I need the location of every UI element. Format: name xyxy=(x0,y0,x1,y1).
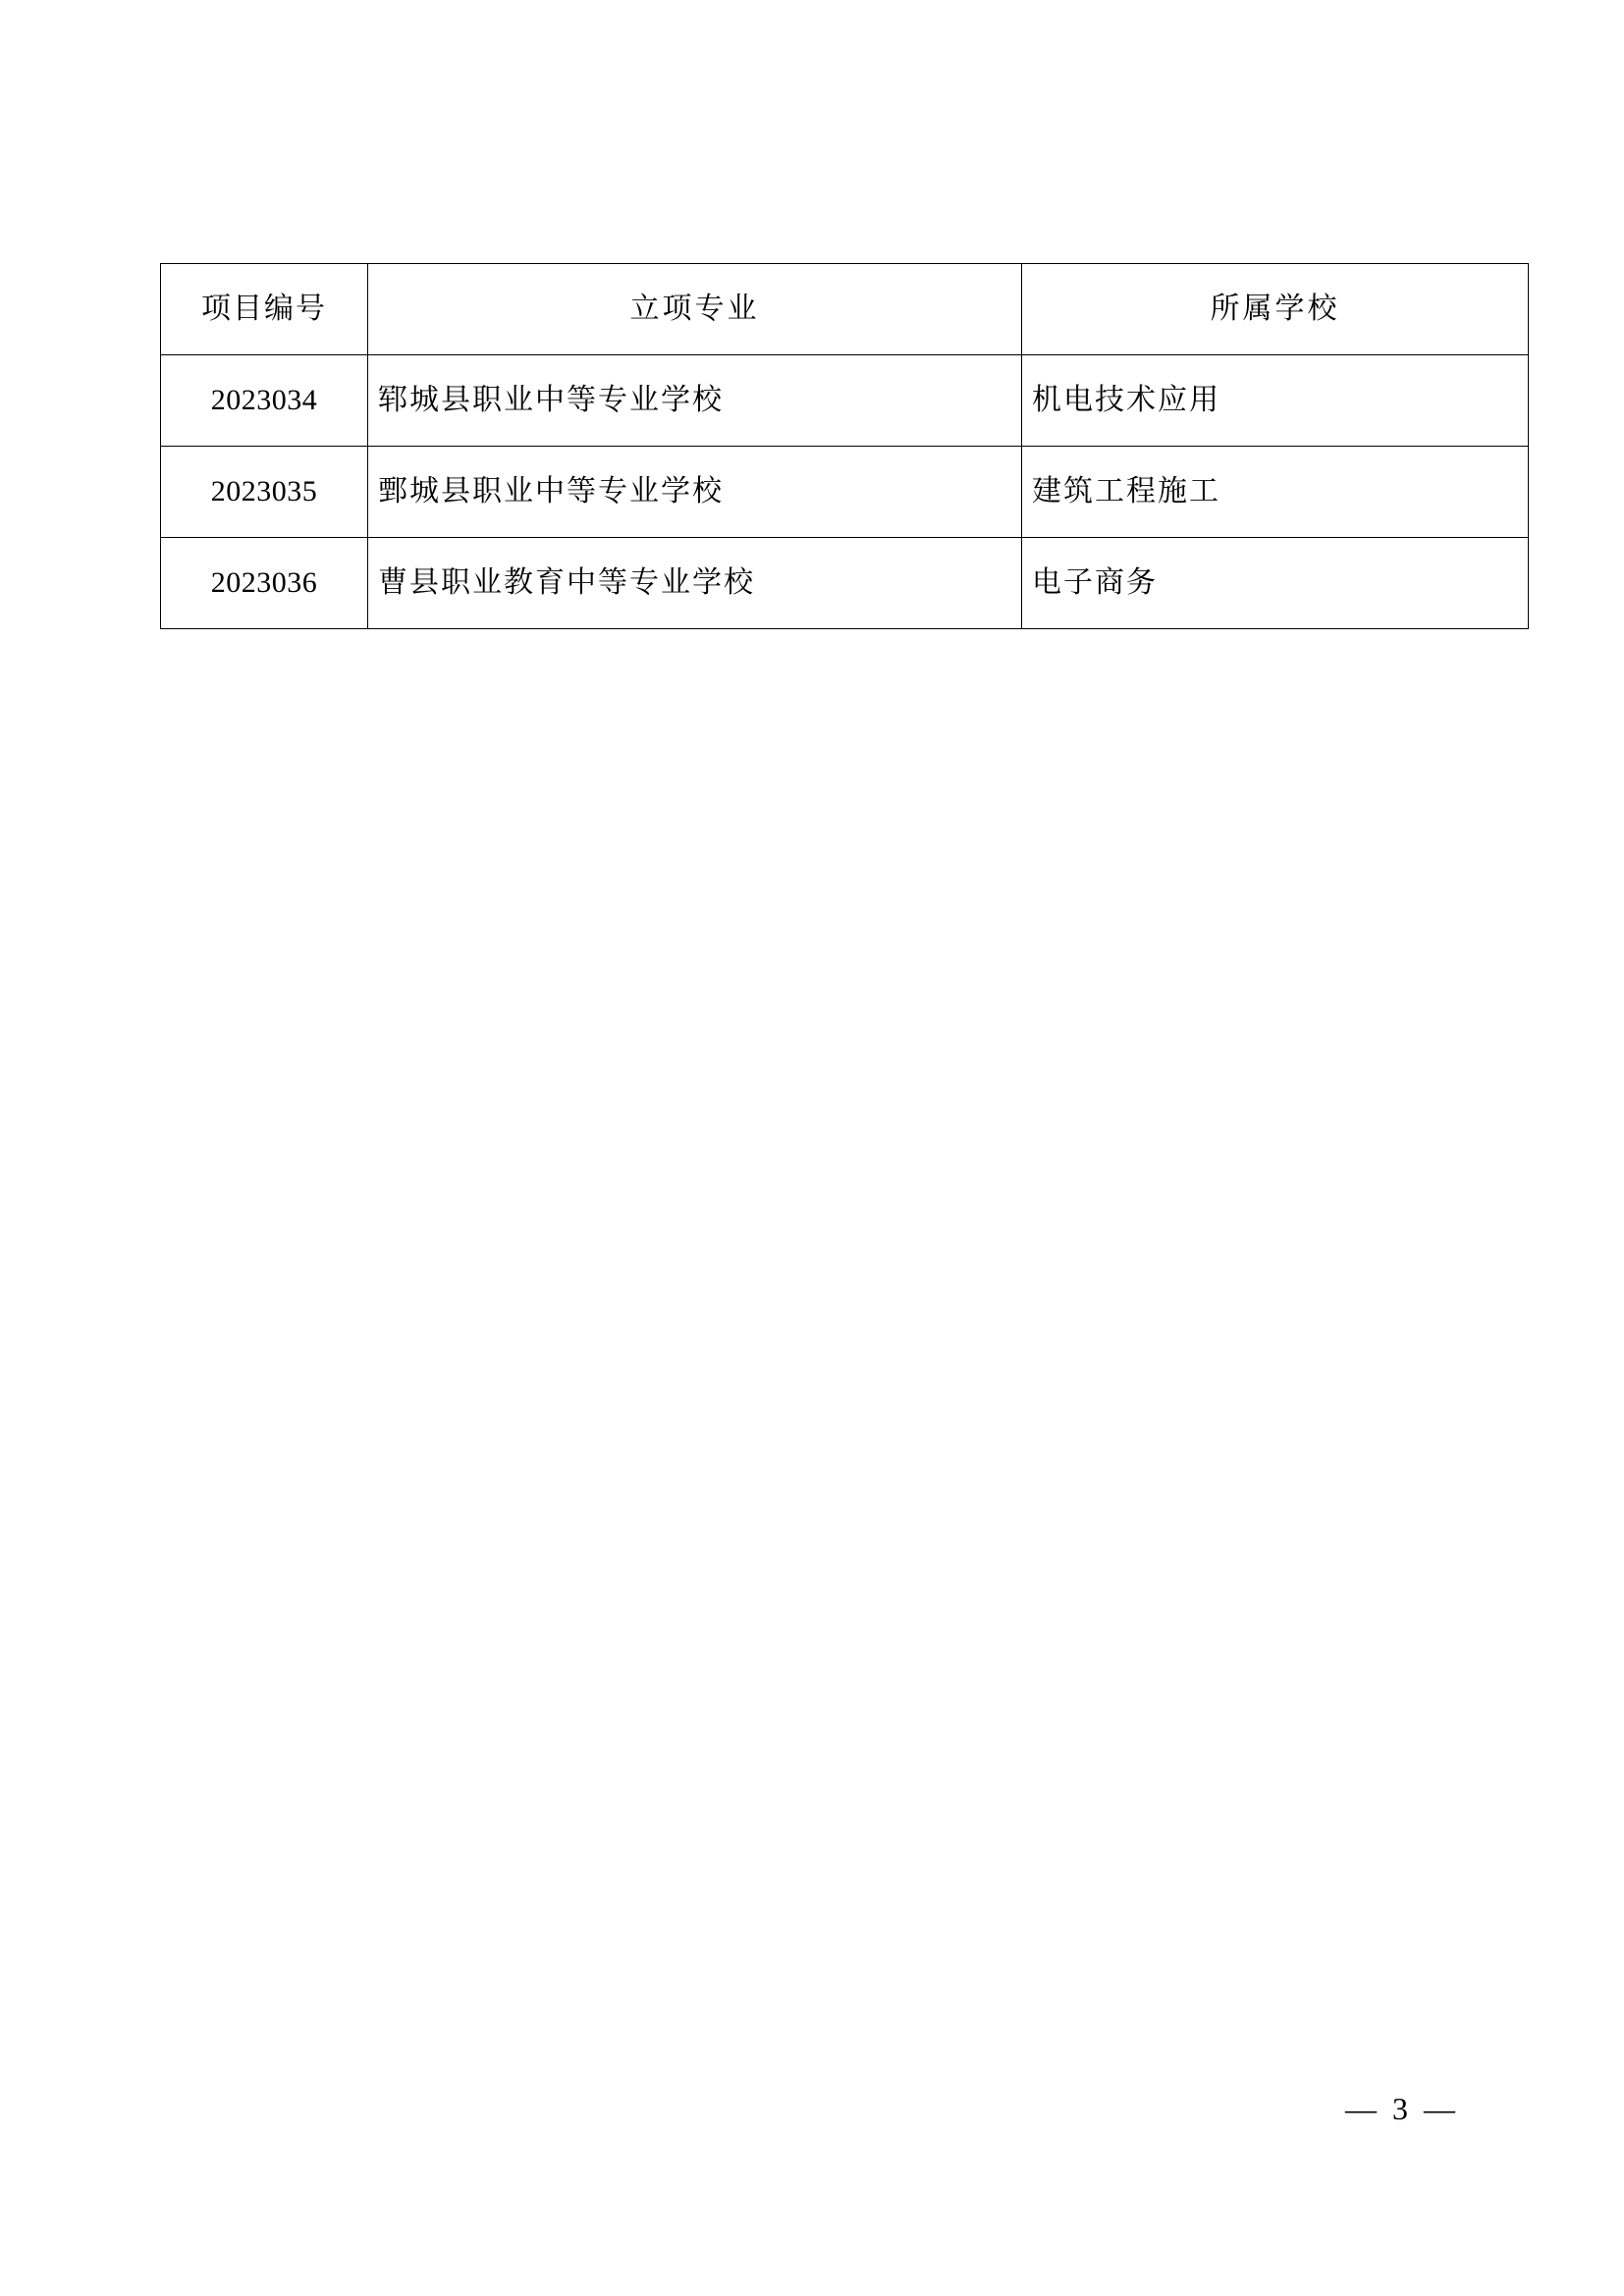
cell-school: 机电技术应用 xyxy=(1022,355,1529,447)
cell-major: 曹县职业教育中等专业学校 xyxy=(368,538,1022,629)
cell-school: 建筑工程施工 xyxy=(1022,447,1529,538)
table-row xyxy=(161,355,1529,447)
table-header xyxy=(161,264,1529,355)
column-header-school: 所属学校 xyxy=(1022,264,1529,355)
project-table xyxy=(160,263,1529,629)
column-header-project-id: 项目编号 xyxy=(161,264,368,355)
cell-major: 鄄城县职业中等专业学校 xyxy=(368,447,1022,538)
page-number: — 3 — xyxy=(1345,2091,1459,2126)
cell-project-id: 2023034 xyxy=(161,355,368,447)
column-header-major: 立项专业 xyxy=(368,264,1022,355)
cell-project-id: 2023036 xyxy=(161,538,368,629)
cell-project-id: 2023035 xyxy=(161,447,368,538)
cell-major: 郓城县职业中等专业学校 xyxy=(368,355,1022,447)
table-row xyxy=(161,447,1529,538)
table-header-row xyxy=(161,264,1529,355)
table-body xyxy=(161,355,1529,629)
table-row xyxy=(161,538,1529,629)
cell-school: 电子商务 xyxy=(1022,538,1529,629)
